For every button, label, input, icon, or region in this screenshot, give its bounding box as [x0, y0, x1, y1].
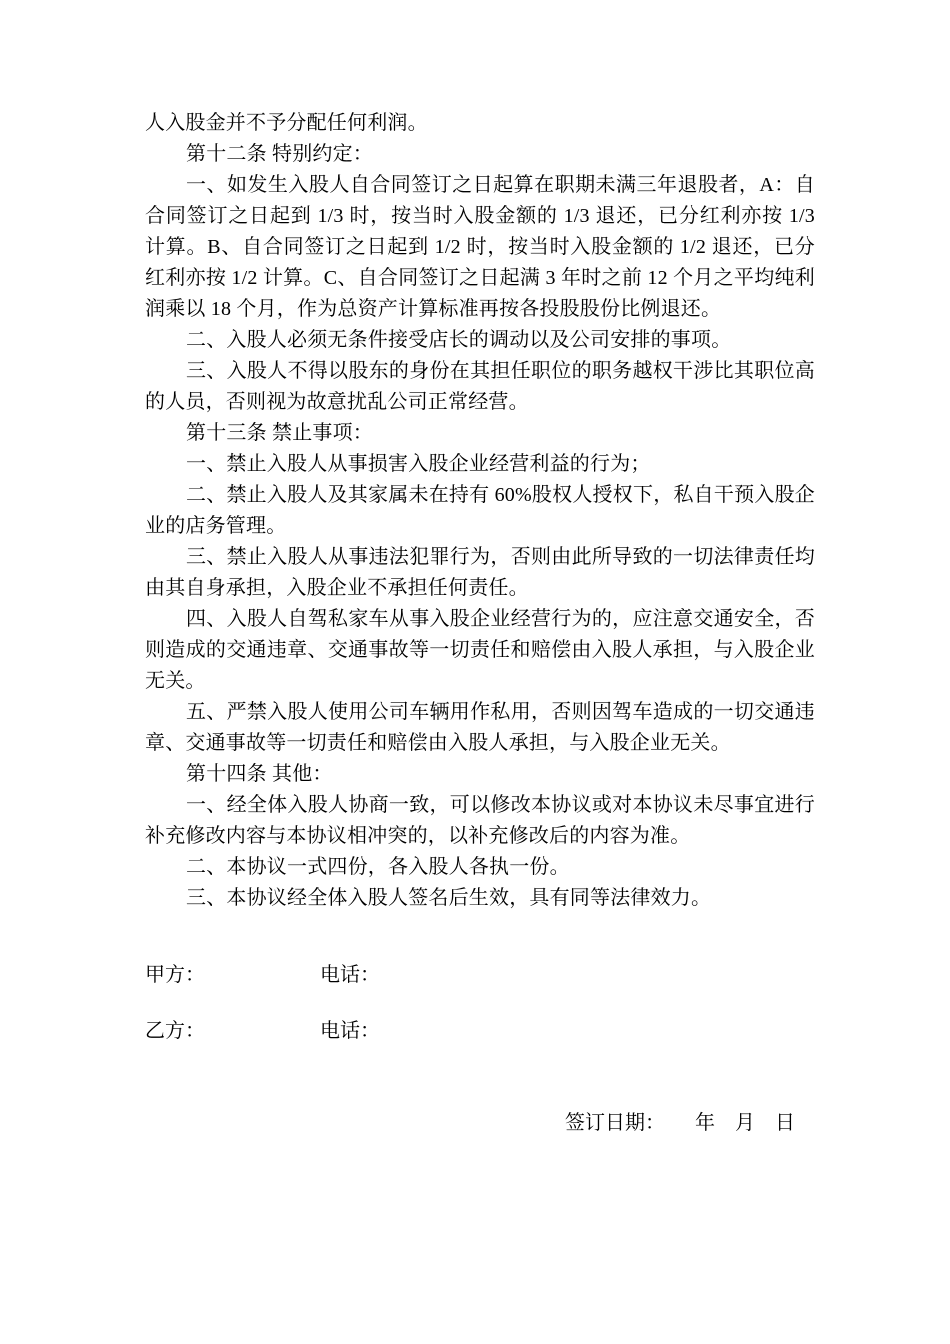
body-paragraph: 二、禁止入股人及其家属未在持有 60%股权人授权下，私自干预入股企业的店务管理。	[145, 484, 815, 537]
article-heading-12: 第十二条 特别约定：	[186, 143, 373, 165]
body-paragraph: 三、本协议经全体入股人签名后生效，具有同等法律效力。	[186, 887, 712, 909]
party-a-phone-label: 电话：	[320, 964, 380, 986]
article-heading-13: 第十三条 禁止事项：	[186, 422, 373, 444]
article-heading-14: 第十四条 其他：	[186, 763, 333, 785]
party-a-row	[145, 960, 815, 991]
party-b-label: 乙方：	[145, 1020, 205, 1042]
continuation-paragraph: 人入股金并不予分配任何利润。	[145, 112, 428, 134]
body-paragraph: 二、入股人必须无条件接受店长的调动以及公司安排的事项。	[186, 329, 732, 351]
party-a-label: 甲方：	[145, 964, 205, 986]
signature-block	[145, 960, 815, 1047]
body-paragraph: 一、禁止入股人从事损害入股企业经营利益的行为；	[186, 453, 651, 475]
party-b-row	[145, 1016, 815, 1047]
body-paragraph: 一、经全体入股人协商一致，可以修改本协议或对本协议未尽事宜进行补充修改内容与本协议相冲突的，以补充修改后的内容为准。	[145, 794, 815, 847]
party-b-phone-label: 电话：	[320, 1020, 380, 1042]
body-paragraph: 四、入股人自驾私家车从事入股企业经营行为的，应注意交通安全，否则造成的交通违章、交通事故等一切责任和赔偿由入股人承担，与入股企业无关。	[145, 608, 815, 692]
signing-date-line: 签订日期： 年 月 日	[565, 1112, 795, 1134]
body-paragraph: 二、本协议一式四份，各入股人各执一份。	[186, 856, 570, 878]
body-paragraph: 五、严禁入股人使用公司车辆用作私用，否则因驾车造成的一切交通违章、交通事故等一切责任和赔偿由入股人承担，与入股企业无关。	[145, 701, 815, 754]
body-paragraph: 三、入股人不得以股东的身份在其担任职位的职务越权干涉比其职位高的人员，否则视为故意扰乱公司正常经营。	[145, 360, 815, 413]
body-paragraph: 三、禁止入股人从事违法犯罪行为，否则由此所导致的一切法律责任均由其自身承担，入股企业不承担任何责任。	[145, 546, 815, 599]
body-paragraph: 一、如发生入股人自合同签订之日起算在职期未满三年退股者，A：自合同签订之日起到 1/3 时，按当时入股金额的 1/3 退还，已分红利亦按 1/3 计算。B、自合同签订之日起到 1/2 时，按当时入股金额的 1/2 退还，已分红利亦按 1/2 计算。C、自合同签订之日起满 3 年时之前 12 个月之平均纯利润乘以 18 个月，作为总资产计算标准再按各投股股份比例退还。	[145, 174, 815, 320]
